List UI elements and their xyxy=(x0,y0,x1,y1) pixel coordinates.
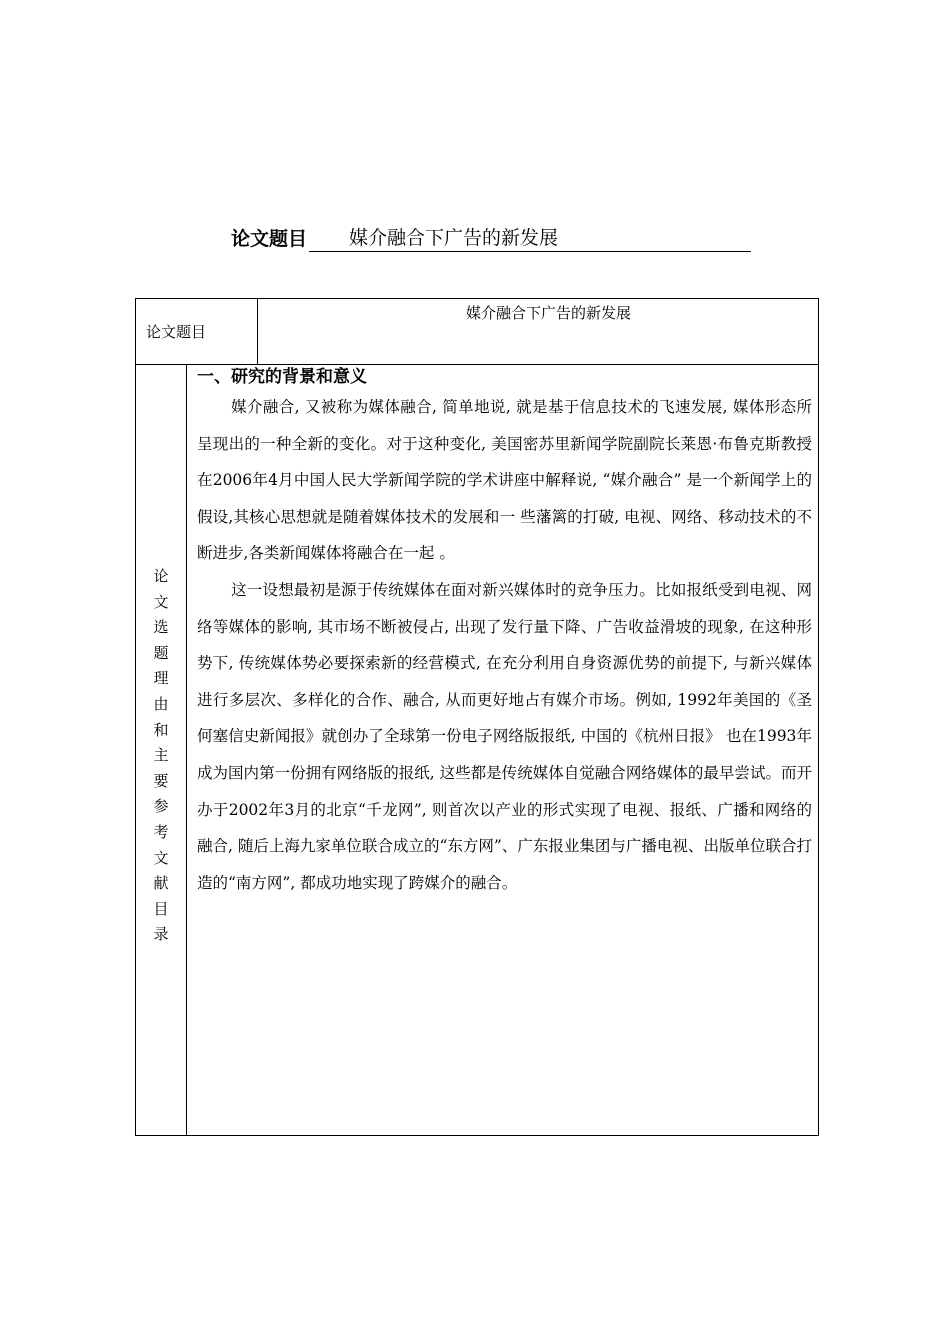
rationale-label-char: 考 xyxy=(153,822,169,841)
rationale-label-char: 主 xyxy=(153,746,169,765)
rationale-label-char: 文 xyxy=(153,592,169,611)
rationale-label-char: 献 xyxy=(153,874,169,893)
heading-label: 论文题目 xyxy=(231,228,308,250)
paragraph-2: 这一设想最初是源于传统媒体在面对新兴媒体时的竞争压力。比如报纸受到电视、网络等媒体的影响, 其市场不断被侵占, 出现了发行量下降、广告收益滑坡的现象, 在这种形势下, 传统媒体势必要探索新的经营模式, 在充分利用自身资源优势的前提下, 与新兴媒体进行多层次、多样化的合作、融合, 从而更好地占有媒介市场。例如, 1992年美国的《圣何塞信史新闻报》就创办了全球第一份电子网络版报纸, 中国的《杭州日报》 也在1993年成为国内第一份拥有网络版的报纸, 这些都是传统媒体自觉融合网络媒体的最早尝试。而开办于2002年3月的北京“千龙网”, 则首次以产业的形式实现了电视、报纸、广播和网络的融合, 随后上海九家单位联合成立的“东方网”、广东报业集团与广播电视、出版单位联合打造的“南方网”, 都成功地实现了跨媒介的融合。 xyxy=(197,580,812,892)
rationale-label-char: 参 xyxy=(153,797,169,816)
rationale-label-char: 录 xyxy=(153,925,169,944)
rationale-label-char: 选 xyxy=(153,618,169,637)
title-row-value: 媒介融合下广告的新发展 xyxy=(465,304,631,322)
title-row xyxy=(136,299,818,365)
rationale-label-char: 要 xyxy=(153,771,169,790)
paragraph-1: 媒介融合, 又被称为媒体融合, 简单地说, 就是基于信息技术的飞速发展, 媒体形态所呈现出的一种全新的变化。对于这种变化, 美国密苏里新闻学院副院长莱恩·布鲁克斯教授在2006年4月中国人民大学新闻学院的学术讲座中解释说, “媒介融合” 是一个新闻学上的假设,其核心思想就是随着媒体技术的发展和一 些藩篱的打破, 电视、网络、移动技术的不断进步,各类新闻媒体将融合在一起 。 xyxy=(197,398,812,563)
document-heading xyxy=(231,222,751,252)
rationale-label-char: 由 xyxy=(153,694,169,713)
rationale-label-char: 论 xyxy=(153,567,169,585)
heading-title: 媒介融合下广告的新发展 xyxy=(309,225,751,252)
rationale-row xyxy=(136,365,818,1135)
rationale-row-label xyxy=(136,365,187,1135)
rationale-label-char: 题 xyxy=(153,643,169,662)
rationale-content xyxy=(197,365,812,901)
section-title: 一、研究的背景和意义 xyxy=(197,367,367,387)
rationale-label-char: 目 xyxy=(153,899,169,918)
rationale-label-char: 和 xyxy=(153,720,169,739)
rationale-label-char: 文 xyxy=(153,848,169,867)
rationale-label-char: 理 xyxy=(153,669,169,688)
thesis-table xyxy=(135,298,819,1136)
title-row-label: 论文题目 xyxy=(136,299,258,364)
